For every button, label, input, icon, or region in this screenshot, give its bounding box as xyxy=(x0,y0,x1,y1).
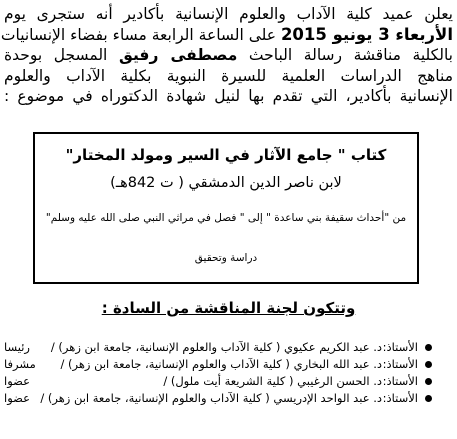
member-details: د. عبد الكريم عكيوي ( كلية الآداب والعلوم الإنسانية، جامعة ابن زهر) / xyxy=(50,340,382,354)
thesis-box xyxy=(33,132,419,284)
member-details: د. عبد الواحد الإدريسي ( كلية الآداب والعلوم الإنسانية، جامعة ابن زهر) / xyxy=(40,391,382,405)
intro-line-3 xyxy=(4,45,453,66)
defense-date: الأربعاء 3 يونيو 2015 xyxy=(280,24,453,44)
member-details: د. عبد الله البخاري ( كلية الآداب والعلوم الإنسانية، جامعة ابن زهر) / xyxy=(60,357,382,371)
thesis-title: كتاب " جامع الآثار في السير ومولد المختار" xyxy=(65,146,387,164)
member-role: عضوا xyxy=(4,374,30,388)
intro-line-5: الإنسانية بأكادير، التي تقدم بها لنيل شهادة الدكتوراه في موضوع : xyxy=(4,87,453,105)
bullet-icon xyxy=(425,378,432,385)
member-role: مشرفا xyxy=(4,357,36,371)
member-prefix: الأستاذ: xyxy=(382,340,418,354)
intro-line-4: مناهج الدراسات العلمية للسيرة النبوية بكلية الآداب والعلوم xyxy=(4,66,453,85)
committee-member xyxy=(4,391,432,408)
member-role: عضوا xyxy=(4,391,30,405)
intro-line-1: يعلن عميد كلية الآداب والعلوم الإنسانية بأكادير أنه ستجرى يوم xyxy=(4,5,453,23)
committee-heading: وتتكون لجنة المناقشة من السادة : xyxy=(101,299,356,317)
intro-line-2-rest: على الساعة الرابعة مساء بفضاء الإنسانيات xyxy=(0,25,281,44)
bullet-icon xyxy=(425,361,432,368)
committee-list xyxy=(4,340,432,408)
member-details: د. الحسن الرغيبي ( كلية الشريعة أيت ملول) / xyxy=(163,374,382,388)
bullet-icon xyxy=(425,395,432,402)
thesis-study-type: دراسة وتحقيق xyxy=(194,252,258,264)
member-prefix: الأستاذ: xyxy=(382,357,418,371)
intro-line-3-start: بالكلية مناقشة رسالة الباحث xyxy=(237,46,453,64)
intro-line-2 xyxy=(0,24,453,46)
bullet-icon xyxy=(425,344,432,351)
member-prefix: الأستاذ: xyxy=(382,374,418,388)
intro-line-3-rest: المسجل بوحدة xyxy=(4,46,119,64)
committee-member xyxy=(4,340,432,357)
researcher-name: مصطفى رفيق xyxy=(119,46,238,64)
member-prefix: الأستاذ: xyxy=(382,391,418,405)
committee-member xyxy=(4,357,432,374)
thesis-author: لابن ناصر الدين الدمشقي ( ت 842هـ) xyxy=(110,175,342,191)
member-role: رئيسا xyxy=(4,340,30,354)
announcement-intro xyxy=(0,4,453,107)
committee-member xyxy=(4,374,432,391)
thesis-range: من "أحداث سقيفة بني ساعدة " إلى " فصل في مراثي النبي صلى الله عليه وسلم" xyxy=(45,212,407,224)
